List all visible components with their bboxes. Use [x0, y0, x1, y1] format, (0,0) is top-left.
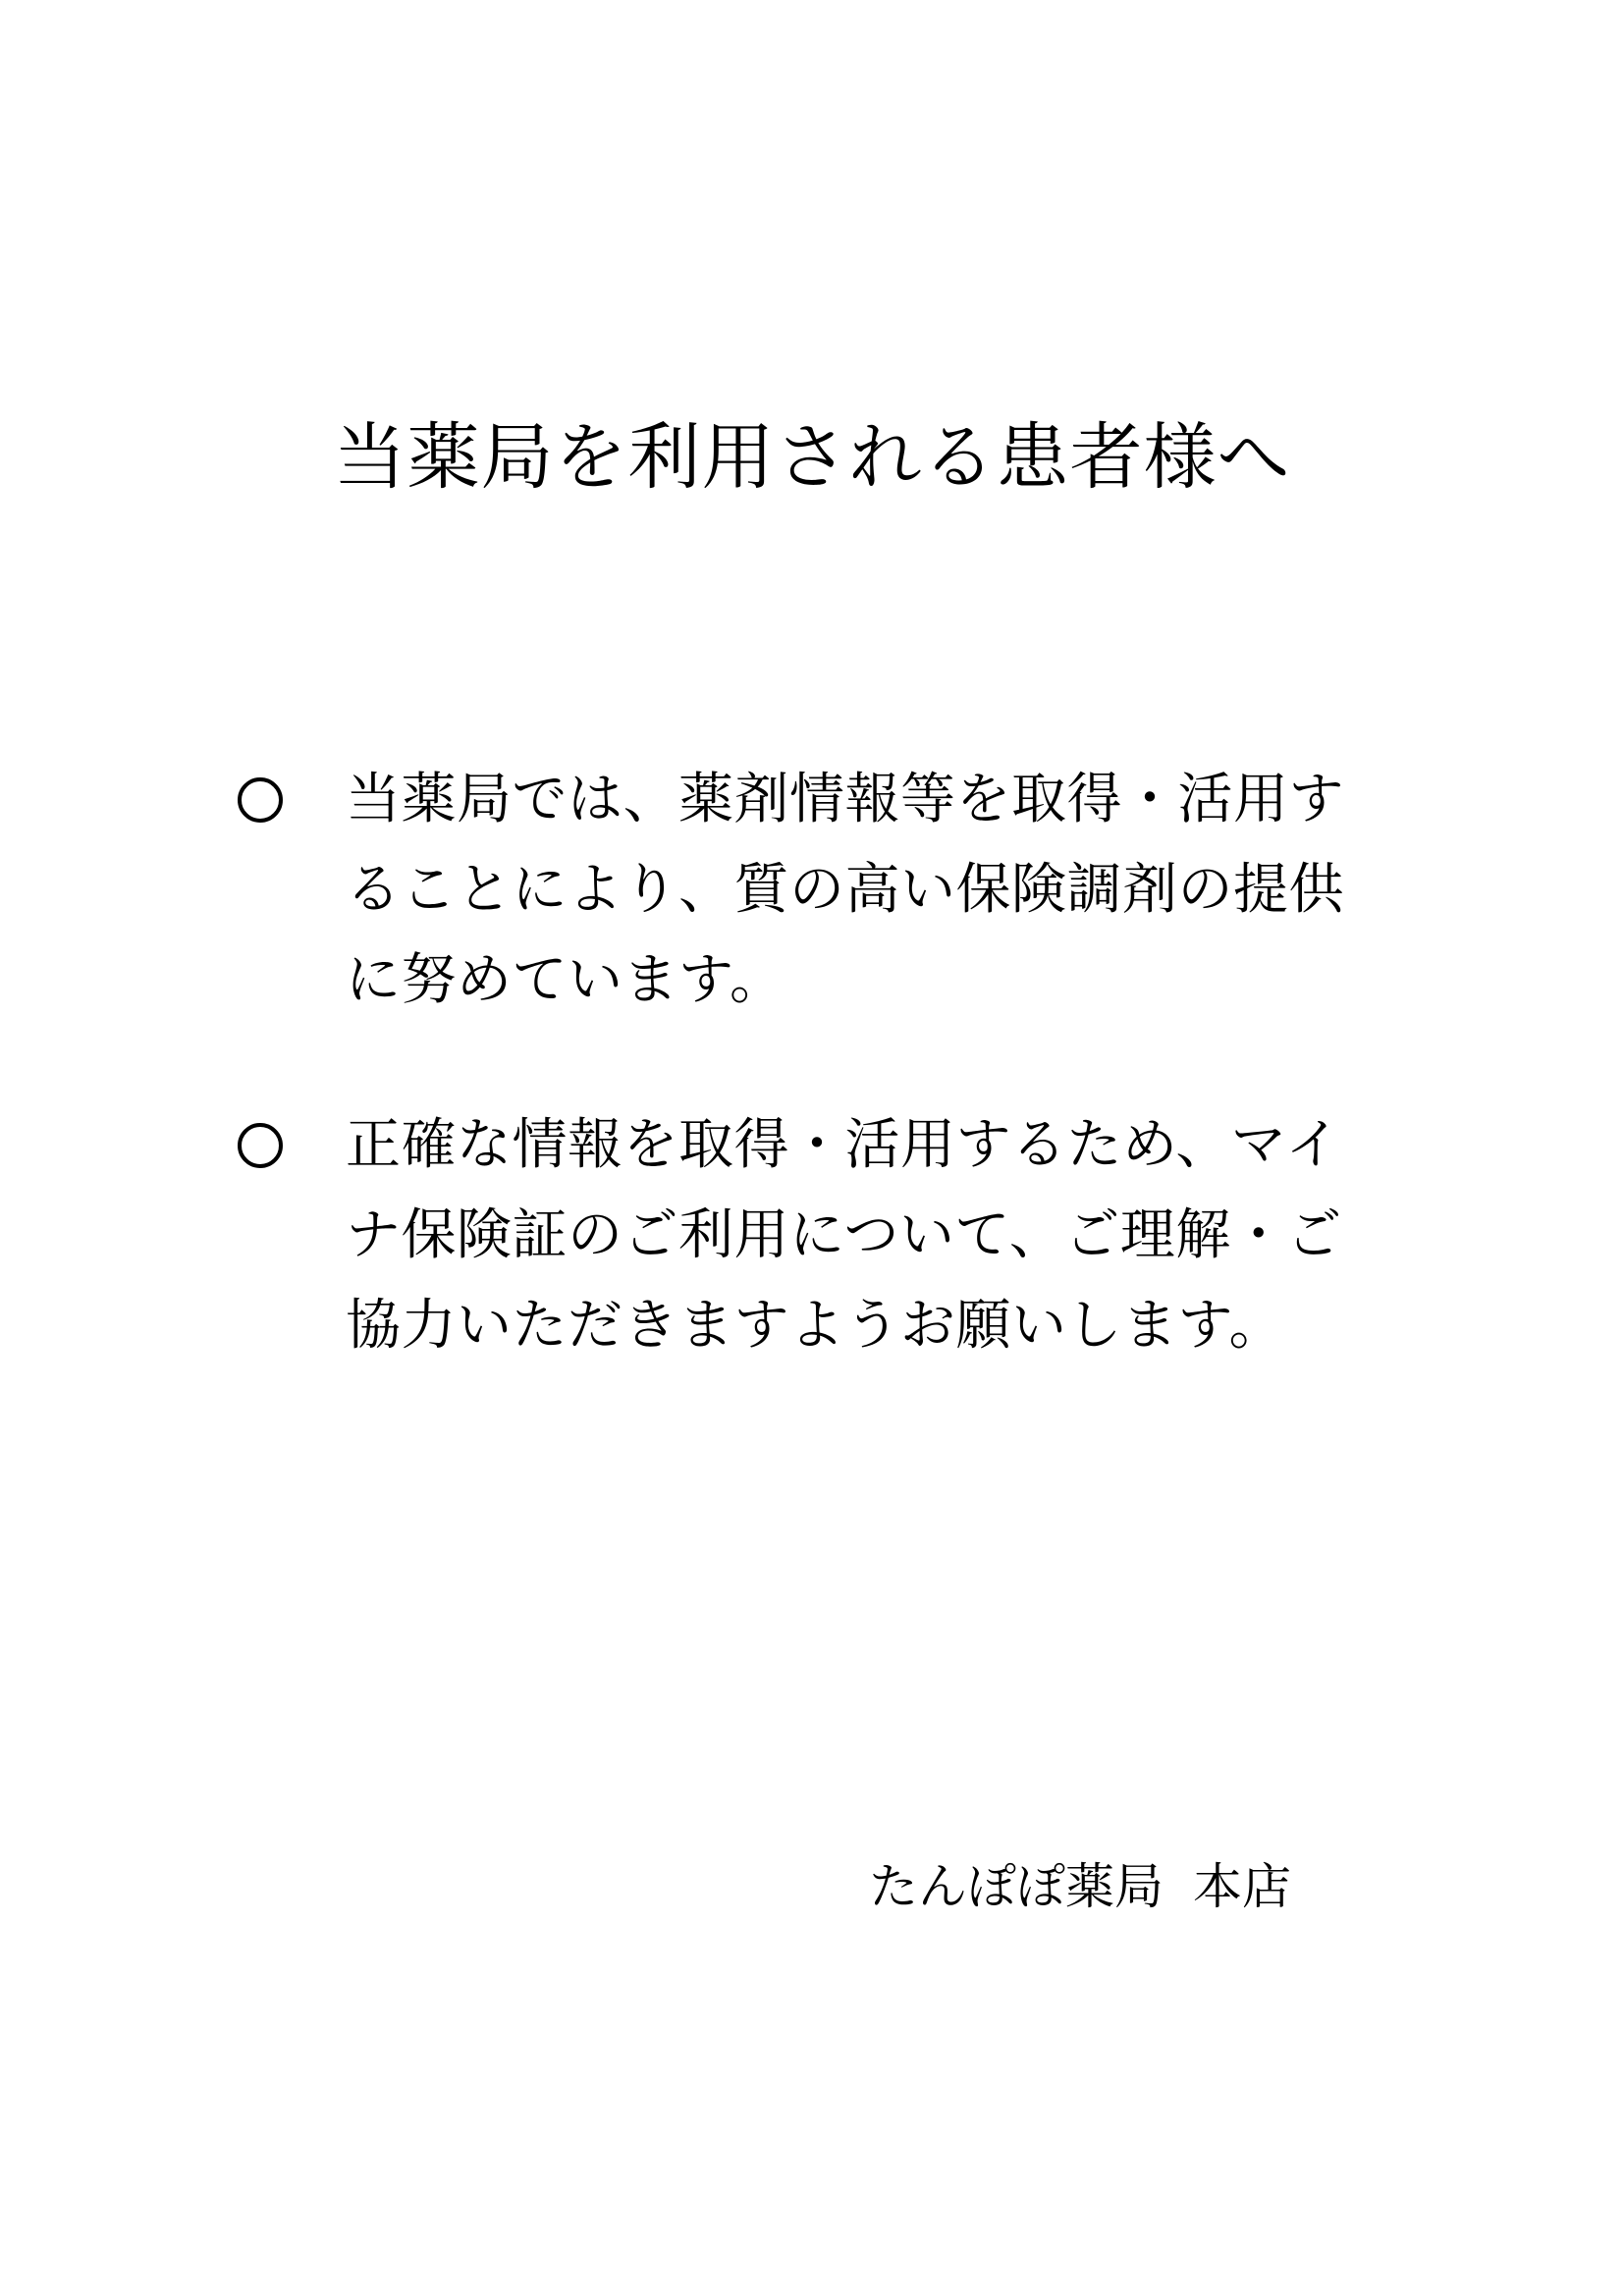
pharmacy-name: たんぽぽ薬局: [869, 1858, 1164, 1915]
page-title: 当薬局を利用される患者様へ: [333, 415, 1291, 500]
notice-item-line: 協力いただきますようお願いします。: [346, 1294, 1285, 1358]
circle-bullet-icon: [236, 756, 289, 825]
branch-name: 本店: [1193, 1858, 1291, 1915]
notice-item-line: 当薬局では、薬剤情報等を取得・活用す: [346, 768, 1344, 831]
notice-item-line: ることにより、質の高い保険調剤の提供: [346, 858, 1344, 922]
circle-bullet-icon: [236, 1101, 289, 1170]
notice-item-line: ナ保険証のご利用について、ご理解・ご: [346, 1203, 1342, 1267]
pharmacy-signature: [869, 1847, 1291, 1926]
notice-item-line: 正確な情報を取得・活用するため、マイ: [346, 1113, 1341, 1177]
notice-item-line: に努めています。: [346, 948, 785, 1012]
